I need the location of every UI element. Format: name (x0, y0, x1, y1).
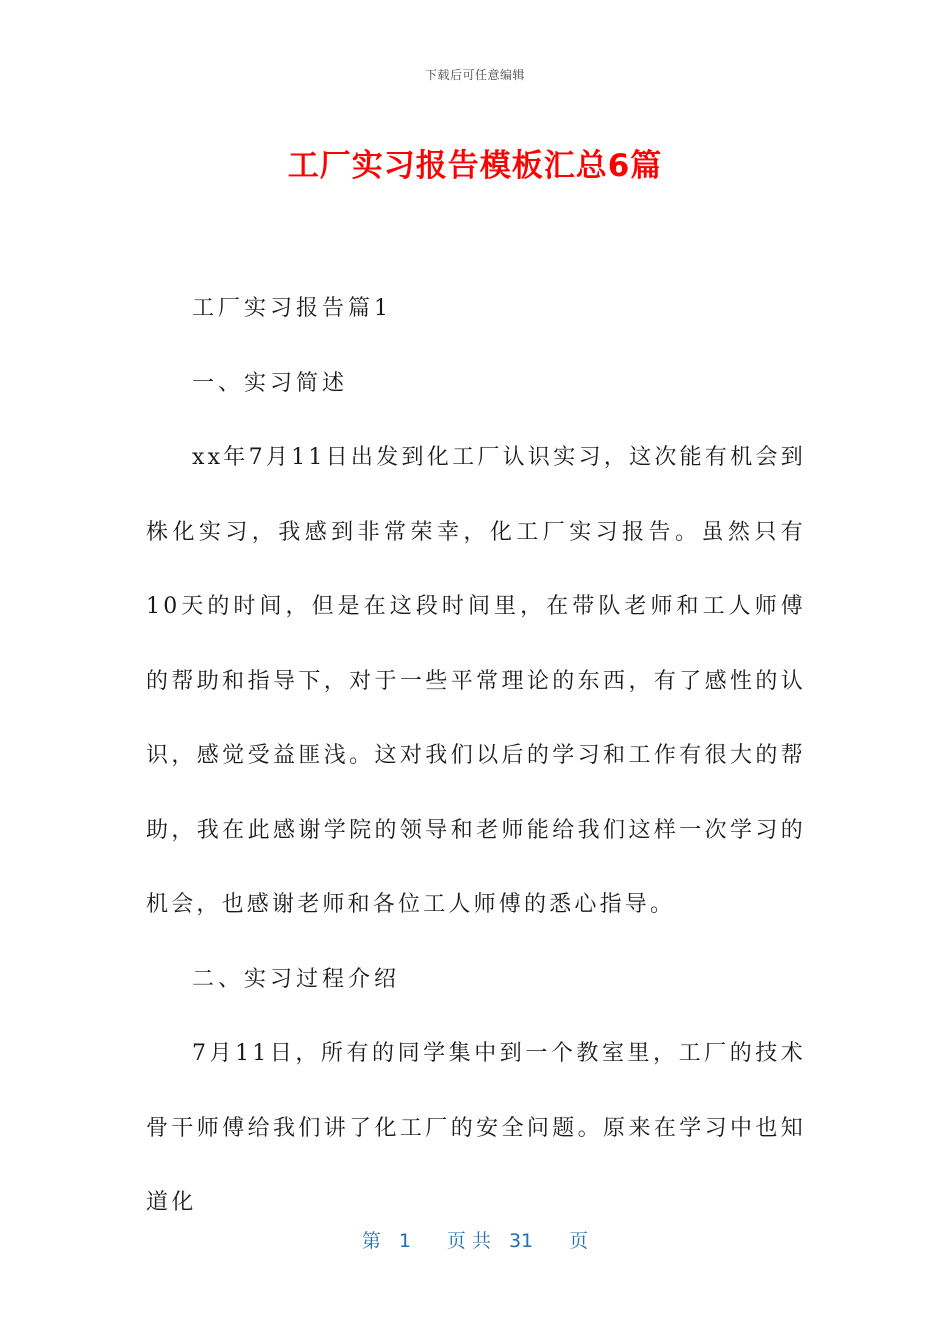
footer-prefix: 第 (361, 1230, 381, 1252)
body-paragraph: 7月11日，所有的同学集中到一个教室里，工厂的技术骨干师傅给我们讲了化工厂的安全问题。原来在学习中也知道化 (146, 1041, 806, 1215)
footer-suffix: 页 (569, 1230, 589, 1252)
document-body (146, 272, 806, 1241)
footer-current-page: 1 (398, 1230, 411, 1252)
body-paragraph: xx年7月11日出发到化工厂认识实习，这次能有机会到株化实习，我感到非常荣幸，化工厂实习报告。虽然只有10天的时间，但是在这段时间里，在带队老师和工人师傅的帮助和指导下，对于一些平常理论的东西，有了感性的认识，感觉受益匪浅。这对我们以后的学习和工作有很大的帮助，我在此感谢学院的领导和老师能给我们这样一次学习的机会，也感谢老师和各位工人师傅的悉心指导。 (146, 445, 806, 917)
subsection-heading: 二、实习过程介绍 (192, 966, 401, 992)
page-header-note: 下载后可任意编辑 (424, 68, 525, 82)
subsection-heading: 一、实习简述 (192, 370, 349, 396)
page-footer (0, 1226, 950, 1253)
section-title: 工厂实习报告篇1 (192, 296, 392, 321)
footer-middle: 页 共 (446, 1230, 491, 1252)
footer-total-pages: 31 (508, 1230, 534, 1252)
document-title: 工厂实习报告模板汇总6篇 (287, 148, 663, 184)
